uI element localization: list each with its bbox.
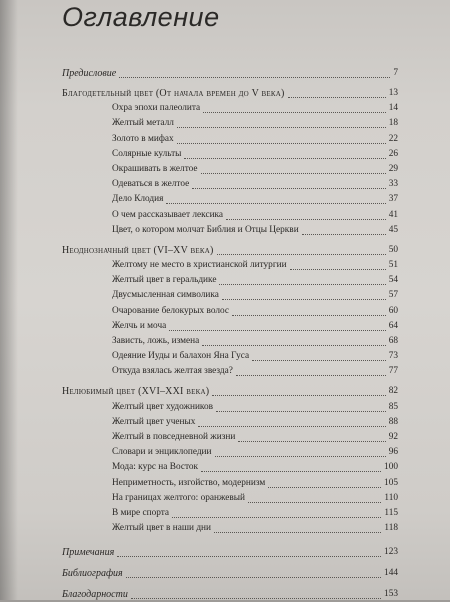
- dot-leader: [219, 283, 386, 285]
- toc-page-number: 153: [384, 589, 398, 600]
- toc-subentry: [0, 506, 450, 521]
- dot-leader: [126, 576, 381, 578]
- toc-entry-label: Двусмысленная символика: [112, 290, 219, 301]
- toc-subentry: [0, 208, 450, 223]
- toc-page-number: 105: [384, 477, 398, 488]
- toc-top-entry: [0, 566, 450, 581]
- toc-page-number: 60: [388, 305, 398, 316]
- toc-subentry: [0, 258, 450, 273]
- dot-leader: [177, 142, 386, 144]
- dot-leader: [216, 410, 386, 412]
- toc-entry-label: Охра эпохи палеолита: [112, 103, 201, 114]
- page-title: Оглавление: [62, 2, 220, 32]
- toc-page-number: 41: [388, 209, 398, 220]
- toc-page-number: 92: [388, 432, 398, 442]
- toc-entry-label: Предисловие: [62, 68, 117, 79]
- toc-entry-label: Зависть, ложь, измена: [112, 336, 200, 346]
- toc-entry-label: Библиография: [62, 568, 123, 580]
- toc-entry-label: Желтому не место в христианской литургии: [112, 260, 287, 270]
- toc-entry-label: Желтый цвет в геральдике: [112, 275, 217, 286]
- toc-page-number: 123: [384, 547, 398, 558]
- toc-page-number: 26: [388, 148, 398, 159]
- toc-page-number: 64: [388, 320, 398, 331]
- toc-page-number: 13: [388, 88, 398, 98]
- toc-entry-label: Благодарности: [62, 589, 128, 601]
- dot-leader: [203, 111, 386, 113]
- toc-page-number: 100: [384, 462, 398, 473]
- dot-leader: [201, 172, 386, 174]
- toc-entry-label: Окрашивать в желтое: [112, 164, 198, 174]
- toc-entry-label: О чем рассказывает лексика: [112, 209, 224, 220]
- toc-subentry: [0, 521, 450, 536]
- dot-leader: [288, 96, 386, 98]
- toc-entry-label: Словари и энциклопедии: [112, 447, 212, 458]
- toc-section-entry: [0, 384, 450, 399]
- dot-leader: [214, 531, 381, 533]
- toc-subentry: [0, 132, 450, 147]
- dot-leader: [268, 486, 381, 488]
- toc-entry-label: Желтый цвет в наши дни: [112, 523, 212, 534]
- dot-leader: [238, 440, 386, 442]
- toc-page-number: 110: [384, 492, 398, 503]
- dot-leader: [177, 126, 386, 128]
- toc-subentry: [0, 476, 450, 491]
- toc-entry-label: Желтый металл: [112, 118, 174, 129]
- toc-top-entry: [0, 66, 450, 81]
- dot-leader: [184, 157, 386, 159]
- toc-entry-label: Благодетельный цвет (От начала времен до V века): [62, 88, 285, 99]
- toc-subentry: [0, 334, 450, 349]
- toc-subentry: [0, 147, 450, 162]
- toc-section-entry: [0, 243, 450, 258]
- toc-page-number: 29: [388, 164, 398, 174]
- toc-entry-label: Желтый цвет художников: [112, 401, 214, 412]
- dot-leader: [198, 425, 386, 427]
- dot-leader: [202, 344, 386, 346]
- toc-page-number: 7: [393, 68, 398, 78]
- dot-leader: [232, 314, 386, 316]
- toc-subentry: [0, 116, 450, 131]
- dot-leader: [302, 233, 386, 235]
- toc-page-number: 68: [388, 336, 398, 346]
- toc-subentry: [0, 430, 450, 445]
- toc-page-number: 77: [388, 366, 398, 377]
- toc-entry-label: Солярные культы: [112, 148, 182, 159]
- toc-page-number: 14: [388, 103, 398, 114]
- dot-leader: [117, 555, 381, 557]
- toc-page-number: 18: [388, 118, 398, 129]
- toc-top-entry: [0, 545, 450, 560]
- toc-entry-label: Цвет, о котором молчат Библия и Отцы Церкви: [112, 224, 299, 235]
- toc-subentry: [0, 364, 450, 379]
- toc-subentry: [0, 491, 450, 506]
- dot-leader: [119, 76, 390, 78]
- toc-entry-label: Примечания: [62, 547, 115, 559]
- dot-leader: [217, 253, 386, 255]
- toc-page-number: 88: [388, 416, 398, 427]
- toc-subentry: [0, 288, 450, 303]
- toc-page-number: 54: [388, 275, 398, 286]
- toc-subentry: [0, 177, 450, 192]
- toc-subentry: [0, 273, 450, 288]
- toc-page-number: 115: [384, 508, 398, 518]
- toc-page-number: 37: [388, 194, 398, 205]
- toc-subentry: [0, 223, 450, 238]
- toc-entry-label: Желтый в повседневной жизни: [112, 432, 236, 442]
- toc-entry-label: Желчь и моча: [112, 320, 167, 331]
- toc-entry-label: Неоднозначный цвет (VI–XV века): [62, 244, 214, 256]
- toc-page-number: 57: [388, 290, 398, 301]
- toc-page-number: 118: [384, 523, 398, 534]
- dot-leader: [226, 218, 386, 220]
- toc-subentry: [0, 162, 450, 177]
- toc-page-number: 144: [384, 568, 398, 579]
- toc-entry-label: Неприметность, изгойство, модернизм: [112, 477, 266, 488]
- toc-subentry: [0, 460, 450, 475]
- toc-subentry: [0, 400, 450, 415]
- dot-leader: [212, 394, 386, 396]
- dot-leader: [236, 374, 386, 376]
- toc-page-number: 82: [388, 386, 398, 397]
- toc-subentry: [0, 445, 450, 460]
- toc-subentry: [0, 319, 450, 334]
- dot-leader: [172, 516, 381, 518]
- toc-subentry: [0, 349, 450, 364]
- toc-page-number: 51: [388, 260, 398, 270]
- dot-leader: [131, 597, 381, 599]
- toc-page-number: 85: [388, 401, 398, 412]
- toc-page-number: 96: [388, 447, 398, 458]
- toc-entry-label: В мире спорта: [112, 508, 170, 518]
- dot-leader: [192, 187, 386, 189]
- toc-entry-label: Желтый цвет ученых: [112, 416, 196, 427]
- toc-subentry: [0, 192, 450, 207]
- dot-leader: [201, 470, 381, 472]
- toc-page-number: 22: [388, 133, 398, 144]
- toc-section-entry: [0, 86, 450, 101]
- toc-entry-label: Золото в мифах: [112, 133, 174, 144]
- toc-entry-label: Очарование белокурых волос: [112, 305, 230, 316]
- dot-leader: [169, 329, 386, 331]
- toc-entry-label: Мода: курс на Восток: [112, 462, 199, 473]
- toc-page-number: 50: [388, 244, 398, 255]
- toc-subentry: [0, 304, 450, 319]
- dot-leader: [215, 455, 386, 457]
- dot-leader: [252, 359, 386, 361]
- toc-subentry: [0, 415, 450, 430]
- toc-subentry: [0, 101, 450, 116]
- toc-entry-label: Дело Клодия: [112, 194, 164, 205]
- dot-leader: [290, 268, 386, 270]
- toc-page-number: 45: [388, 224, 398, 235]
- toc-entry-label: На границах желтого: оранжевый: [112, 492, 246, 503]
- toc-page-number: 33: [388, 179, 398, 190]
- dot-leader: [166, 202, 386, 204]
- toc-entry-label: Нелюбимый цвет (XVI–XXI века): [62, 386, 210, 398]
- toc-entry-label: Одеваться в желтое: [112, 179, 190, 190]
- dot-leader: [222, 298, 386, 300]
- toc-page-number: 73: [388, 351, 398, 362]
- toc-entry-label: Откуда взялась желтая звезда?: [112, 366, 233, 377]
- dot-leader: [248, 501, 381, 503]
- toc-entry-label: Одеяние Иуды и балахон Яна Гуса: [112, 351, 250, 362]
